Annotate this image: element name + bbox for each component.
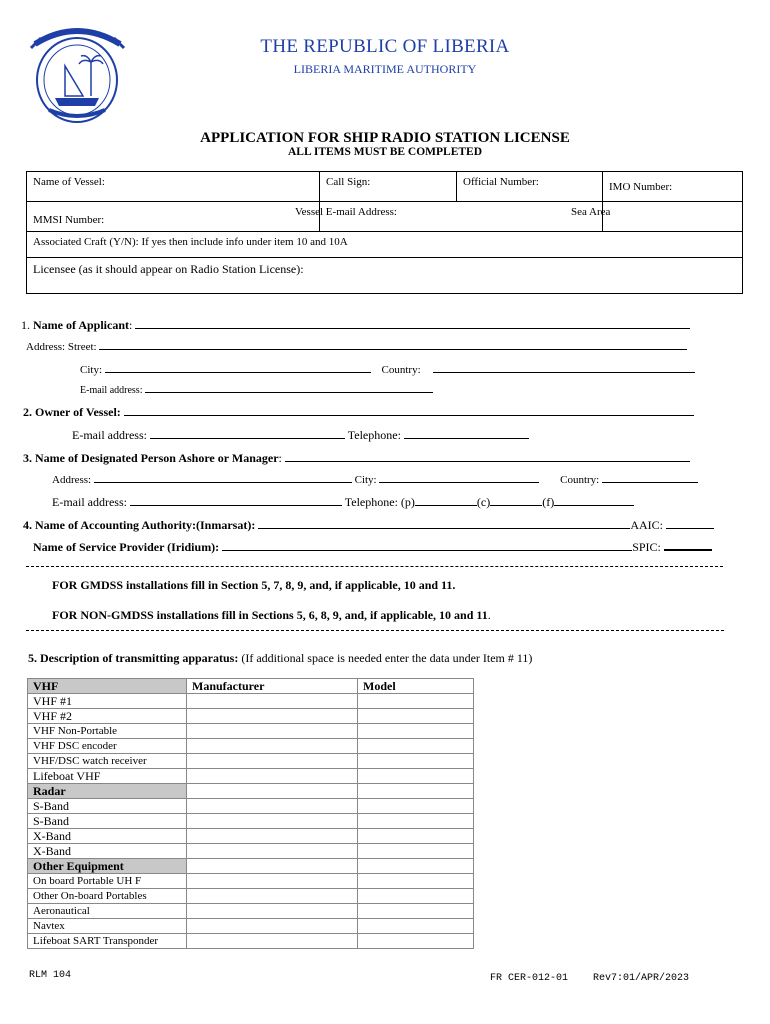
- gmdss-note: FOR GMDSS installations fill in Section 5, 7, 8, 9, and, if applicable, 10 and 11.: [52, 578, 456, 592]
- manufacturer-input[interactable]: [187, 844, 358, 859]
- manager-cell-label: (c): [476, 495, 491, 509]
- model-header: Model: [358, 679, 474, 694]
- manager-city-input[interactable]: [379, 482, 539, 483]
- manager-address-input[interactable]: [94, 482, 352, 483]
- owner-label: 2. Owner of Vessel:: [23, 405, 121, 419]
- model-input[interactable]: [358, 889, 474, 904]
- manufacturer-input[interactable]: [187, 829, 358, 844]
- provider-row: [33, 540, 712, 555]
- manager-country-label: Country:: [560, 474, 600, 486]
- form-code: RLM 104: [29, 970, 72, 981]
- manager-phone-label: Telephone: (p): [344, 495, 415, 509]
- equipment-row: [28, 859, 474, 874]
- applicant-street-label: Address: Street:: [26, 341, 97, 353]
- model-input[interactable]: [358, 934, 474, 949]
- manager-email-input[interactable]: [130, 505, 342, 506]
- call-sign-label: Call Sign:: [326, 176, 371, 188]
- equipment-row: [28, 919, 474, 934]
- manufacturer-input[interactable]: [187, 904, 358, 919]
- equipment-row: [28, 934, 474, 949]
- applicant-email-row: [80, 385, 433, 396]
- equipment-label: VHF: [28, 679, 187, 694]
- owner-contact-row: [72, 428, 529, 443]
- model-input[interactable]: [358, 739, 474, 754]
- manufacturer-input[interactable]: [187, 799, 358, 814]
- header-title: THE REPUBLIC OF LIBERIA: [260, 36, 510, 57]
- manager-label: 3. Name of Designated Person Ashore or Manager: [23, 451, 279, 465]
- form-title: APPLICATION FOR SHIP RADIO STATION LICENSE: [200, 130, 570, 146]
- model-input[interactable]: [358, 844, 474, 859]
- spic-input[interactable]: [664, 549, 712, 551]
- equipment-label: Lifeboat SART Transponder: [28, 934, 187, 949]
- equipment-row: [28, 844, 474, 859]
- applicant-country-input[interactable]: [433, 372, 695, 373]
- model-input[interactable]: [358, 694, 474, 709]
- associated-craft-label: Associated Craft (Y/N): If yes then include info under item 10 and 10A: [33, 236, 348, 248]
- manager-fax-input[interactable]: [554, 505, 634, 506]
- non-gmdss-note: FOR NON-GMDSS installations fill in Sections 5, 6, 8, 9, and, if applicable, 10 and 11: [52, 608, 488, 622]
- manager-cell-input[interactable]: [490, 505, 542, 506]
- applicant-country-label: Country:: [381, 364, 421, 376]
- owner-telephone-label: Telephone:: [347, 428, 401, 442]
- model-input[interactable]: [358, 799, 474, 814]
- model-input[interactable]: [358, 874, 474, 889]
- divider-bottom: [26, 630, 724, 631]
- owner-input[interactable]: [124, 415, 694, 416]
- form-revision: Rev7:01/APR/2023: [593, 973, 690, 984]
- vessel-info-table: [26, 171, 743, 294]
- equipment-row: [28, 709, 474, 724]
- manufacturer-input[interactable]: [187, 814, 358, 829]
- accounting-input[interactable]: [258, 528, 630, 529]
- manufacturer-input[interactable]: [187, 769, 358, 784]
- manager-email-label: E-mail address:: [52, 495, 127, 509]
- applicant-number: 1.: [21, 318, 30, 332]
- manager-address-label: Address:: [52, 474, 92, 486]
- equipment-row: [28, 829, 474, 844]
- equipment-label: X-Band: [28, 844, 187, 859]
- equipment-row: [28, 784, 474, 799]
- equipment-row: [28, 814, 474, 829]
- equipment-label: VHF #2: [28, 709, 187, 724]
- equipment-label: On board Portable UH F: [28, 874, 187, 889]
- manager-address-row: [52, 474, 698, 486]
- equipment-row: [28, 889, 474, 904]
- manager-contact-row: [52, 495, 634, 510]
- equipment-row: [28, 724, 474, 739]
- manager-city-label: City:: [354, 474, 377, 486]
- form-subtitle: ALL ITEMS MUST BE COMPLETED: [287, 146, 483, 158]
- aaic-label: AAIC:: [630, 518, 663, 532]
- manufacturer-input[interactable]: [187, 784, 358, 799]
- licensee-label: Licensee (as it should appear on Radio Station License):: [33, 262, 304, 276]
- model-input[interactable]: [358, 709, 474, 724]
- equipment-row: [28, 679, 474, 694]
- equipment-label: S-Band: [28, 799, 187, 814]
- model-input[interactable]: [358, 829, 474, 844]
- manufacturer-input[interactable]: [187, 709, 358, 724]
- applicant-email-label: E-mail address:: [80, 385, 143, 396]
- applicant-city-input[interactable]: [105, 372, 371, 373]
- owner-telephone-input[interactable]: [404, 438, 529, 439]
- provider-input[interactable]: [222, 550, 632, 551]
- imo-number-field[interactable]: [603, 172, 743, 202]
- equipment-row: [28, 694, 474, 709]
- spic-label: SPIC:: [632, 540, 661, 554]
- model-input[interactable]: [358, 919, 474, 934]
- applicant-name-row: 1. Name of Applicant:: [21, 318, 690, 333]
- header-subtitle: LIBERIA MARITIME AUTHORITY: [293, 62, 477, 76]
- section5-label: 5. Description of transmitting apparatus:: [28, 651, 239, 665]
- aaic-input[interactable]: [666, 528, 714, 529]
- equipment-row: [28, 754, 474, 769]
- vessel-email-label: Vessel E-mail Address:: [294, 206, 397, 218]
- manufacturer-input[interactable]: [187, 889, 358, 904]
- call-sign-field[interactable]: [320, 172, 457, 202]
- non-gmdss-note-row: FOR NON-GMDSS installations fill in Sections 5, 6, 8, 9, and, if applicable, 10 and 11.: [52, 608, 491, 622]
- provider-label: Name of Service Provider (Iridium):: [33, 540, 220, 554]
- applicant-city-row: [80, 364, 695, 376]
- manager-row: 3. Name of Designated Person Ashore or Manager:: [23, 451, 690, 466]
- imo-number-label: IMO Number:: [609, 181, 673, 193]
- equipment-label: X-Band: [28, 829, 187, 844]
- accounting-row: [23, 518, 714, 533]
- manufacturer-input[interactable]: [187, 694, 358, 709]
- equipment-row: [28, 904, 474, 919]
- model-input[interactable]: [358, 784, 474, 799]
- divider-top: [26, 566, 723, 567]
- name-of-vessel-label: Name of Vessel:: [33, 176, 105, 188]
- equipment-label: VHF Non-Portable: [28, 724, 187, 739]
- manufacturer-input[interactable]: [187, 919, 358, 934]
- manager-input[interactable]: [285, 461, 690, 462]
- equipment-label: VHF DSC encoder: [28, 739, 187, 754]
- model-input[interactable]: [358, 814, 474, 829]
- manufacturer-input[interactable]: [187, 934, 358, 949]
- manager-fax-label: (f): [542, 495, 555, 509]
- applicant-street-input[interactable]: [99, 349, 687, 350]
- model-input[interactable]: [358, 769, 474, 784]
- equipment-label: VHF/DSC watch receiver: [28, 754, 187, 769]
- manufacturer-input[interactable]: [187, 874, 358, 889]
- model-input[interactable]: [358, 724, 474, 739]
- equipment-label: VHF #1: [28, 694, 187, 709]
- applicant-name-input[interactable]: [135, 328, 690, 329]
- mmsi-number-field[interactable]: [27, 202, 397, 232]
- official-number-field[interactable]: [457, 172, 603, 202]
- equipment-label: Aeronautical: [28, 904, 187, 919]
- manufacturer-input[interactable]: [187, 859, 358, 874]
- equipment-label: Lifeboat VHF: [28, 769, 187, 784]
- sea-area-label: Sea Area: [571, 206, 611, 218]
- associated-craft-field[interactable]: [27, 232, 743, 258]
- equipment-row: [28, 739, 474, 754]
- name-of-vessel-field[interactable]: [27, 172, 320, 202]
- form-ref: FR CER-012-01: [490, 973, 569, 984]
- equipment-label: Other Equipment: [28, 859, 187, 874]
- equipment-row: [28, 769, 474, 784]
- manufacturer-input[interactable]: [187, 724, 358, 739]
- section5-heading: [28, 651, 532, 666]
- manager-country-input[interactable]: [602, 482, 698, 483]
- equipment-label: Radar: [28, 784, 187, 799]
- equipment-label: Other On-board Portables: [28, 889, 187, 904]
- manufacturer-input[interactable]: [187, 754, 358, 769]
- section5-note: (If additional space is needed enter the data under Item # 11): [241, 651, 533, 665]
- owner-row: [23, 405, 694, 420]
- mmsi-number-label: MMSI Number:: [33, 214, 105, 226]
- manufacturer-header: Manufacturer: [187, 679, 358, 694]
- owner-email-label: E-mail address:: [72, 428, 147, 442]
- applicant-email-input[interactable]: [145, 392, 433, 393]
- equipment-table: [27, 678, 474, 949]
- equipment-row: [28, 874, 474, 889]
- applicant-city-label: City:: [80, 364, 103, 376]
- official-number-label: Official Number:: [463, 176, 539, 188]
- model-input[interactable]: [358, 904, 474, 919]
- equipment-row: [28, 799, 474, 814]
- equipment-label: Navtex: [28, 919, 187, 934]
- accounting-label: 4. Name of Accounting Authority:(Inmarsat):: [23, 518, 256, 532]
- model-input[interactable]: [358, 859, 474, 874]
- sea-area-field[interactable]: [571, 202, 743, 232]
- model-input[interactable]: [358, 754, 474, 769]
- manager-phone-input[interactable]: [415, 505, 477, 506]
- applicant-name-label: Name of Applicant: [33, 318, 129, 332]
- applicant-street-row: [26, 341, 687, 353]
- equipment-label: S-Band: [28, 814, 187, 829]
- licensee-field[interactable]: [27, 258, 743, 294]
- owner-email-input[interactable]: [150, 438, 345, 439]
- manufacturer-input[interactable]: [187, 739, 358, 754]
